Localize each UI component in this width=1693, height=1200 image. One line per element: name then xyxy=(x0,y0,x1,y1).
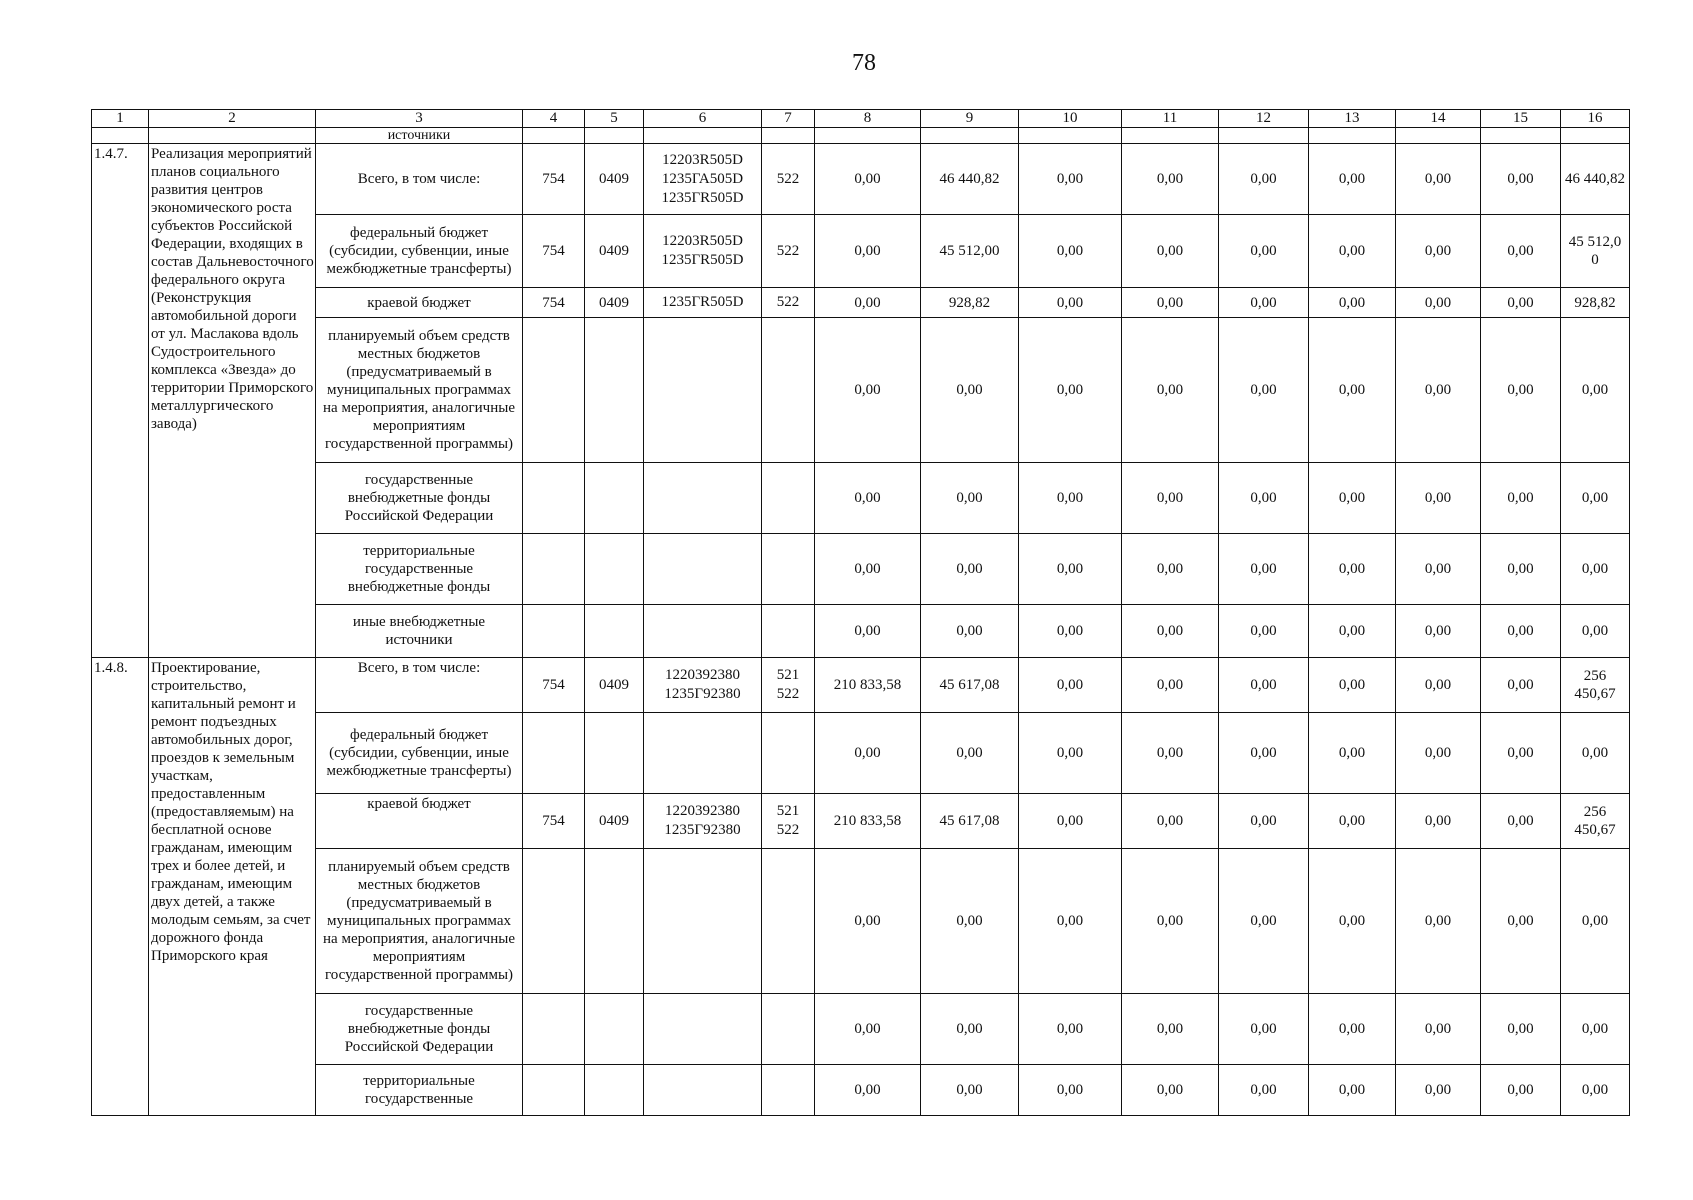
amount-cell-col-14: 0,00 xyxy=(1396,463,1481,534)
source-cell: государственные внебюджетные фонды Российской Федерации xyxy=(316,463,523,534)
budget-table xyxy=(91,109,1630,1116)
table-row xyxy=(92,534,1630,605)
amount-cell-col-13: 0,00 xyxy=(1309,794,1396,849)
amount-cell-col-9: 928,82 xyxy=(921,288,1019,318)
amount-cell-col-8: 0,00 xyxy=(815,713,921,794)
amount-cell-col-12: 0,00 xyxy=(1219,144,1309,215)
ministry-code-cell xyxy=(523,994,585,1065)
empty-cell xyxy=(585,128,644,144)
ministry-code-cell xyxy=(523,849,585,994)
target-code-cell: 12203R505D 1235ГА505D 1235ГR505D xyxy=(644,144,762,215)
amount-cell-col-15: 0,00 xyxy=(1481,288,1561,318)
amount-cell-col-9: 0,00 xyxy=(921,849,1019,994)
table-row xyxy=(92,1065,1630,1116)
amount-cell-col-14: 0,00 xyxy=(1396,658,1481,713)
amount-cell-col-12: 0,00 xyxy=(1219,713,1309,794)
target-code-cell: 1220392380 1235Г92380 xyxy=(644,794,762,849)
amount-cell-col-9: 0,00 xyxy=(921,534,1019,605)
section-code-cell: 0409 xyxy=(585,794,644,849)
amount-cell-col-14: 0,00 xyxy=(1396,605,1481,658)
amount-cell-col-14: 0,00 xyxy=(1396,144,1481,215)
header-cell: 10 xyxy=(1019,110,1122,128)
amount-cell-col-12: 0,00 xyxy=(1219,463,1309,534)
ministry-code-cell: 754 xyxy=(523,215,585,288)
header-cell: 4 xyxy=(523,110,585,128)
amount-cell-col-16: 0,00 xyxy=(1561,534,1630,605)
amount-cell-col-13: 0,00 xyxy=(1309,318,1396,463)
table-row xyxy=(92,144,1630,215)
amount-cell-col-10: 0,00 xyxy=(1019,534,1122,605)
amount-cell-col-13: 0,00 xyxy=(1309,463,1396,534)
header-cell: 8 xyxy=(815,110,921,128)
section-code-cell xyxy=(585,1065,644,1116)
amount-cell-col-9: 45 512,00 xyxy=(921,215,1019,288)
empty-cell xyxy=(523,128,585,144)
empty-cell xyxy=(1122,128,1219,144)
amount-cell-col-11: 0,00 xyxy=(1122,605,1219,658)
amount-cell-col-8: 0,00 xyxy=(815,318,921,463)
expense-type-cell: 521 522 xyxy=(762,794,815,849)
amount-cell-col-12: 0,00 xyxy=(1219,215,1309,288)
amount-cell-col-10: 0,00 xyxy=(1019,463,1122,534)
amount-cell-col-13: 0,00 xyxy=(1309,658,1396,713)
header-cell: 1 xyxy=(92,110,149,128)
amount-cell-col-15: 0,00 xyxy=(1481,713,1561,794)
amount-cell-col-16: 45 512,0 0 xyxy=(1561,215,1630,288)
amount-cell-col-10: 0,00 xyxy=(1019,658,1122,713)
amount-cell-col-11: 0,00 xyxy=(1122,658,1219,713)
header-cell: 9 xyxy=(921,110,1019,128)
amount-cell-col-11: 0,00 xyxy=(1122,994,1219,1065)
ministry-code-cell: 754 xyxy=(523,288,585,318)
amount-cell-col-15: 0,00 xyxy=(1481,658,1561,713)
header-cell: 5 xyxy=(585,110,644,128)
amount-cell-col-16: 0,00 xyxy=(1561,1065,1630,1116)
source-cell: территориальные государственные xyxy=(316,1065,523,1116)
amount-cell-col-9: 0,00 xyxy=(921,713,1019,794)
target-code-cell xyxy=(644,1065,762,1116)
empty-cell xyxy=(1481,128,1561,144)
amount-cell-col-14: 0,00 xyxy=(1396,849,1481,994)
amount-cell-col-16: 0,00 xyxy=(1561,605,1630,658)
target-code-cell xyxy=(644,994,762,1065)
amount-cell-col-15: 0,00 xyxy=(1481,144,1561,215)
ministry-code-cell xyxy=(523,605,585,658)
amount-cell-col-12: 0,00 xyxy=(1219,318,1309,463)
source-cell: территориальные государственные внебюджетные фонды xyxy=(316,534,523,605)
header-cell: 12 xyxy=(1219,110,1309,128)
empty-cell xyxy=(149,128,316,144)
amount-cell-col-11: 0,00 xyxy=(1122,463,1219,534)
table-row xyxy=(92,215,1630,288)
amount-cell-col-14: 0,00 xyxy=(1396,994,1481,1065)
table-row xyxy=(92,994,1630,1065)
table-row xyxy=(92,849,1630,994)
amount-cell-col-16: 0,00 xyxy=(1561,994,1630,1065)
amount-cell-col-16: 928,82 xyxy=(1561,288,1630,318)
table-row xyxy=(92,288,1630,318)
amount-cell-col-15: 0,00 xyxy=(1481,605,1561,658)
header-cell: 11 xyxy=(1122,110,1219,128)
empty-cell xyxy=(1561,128,1630,144)
amount-cell-col-9: 45 617,08 xyxy=(921,658,1019,713)
target-code-cell xyxy=(644,318,762,463)
section-code-cell xyxy=(585,463,644,534)
expense-type-cell xyxy=(762,318,815,463)
amount-cell-col-8: 210 833,58 xyxy=(815,794,921,849)
source-cell: краевой бюджет xyxy=(316,288,523,318)
target-code-cell xyxy=(644,463,762,534)
section-code-cell: 0409 xyxy=(585,288,644,318)
amount-cell-col-13: 0,00 xyxy=(1309,534,1396,605)
ministry-code-cell xyxy=(523,713,585,794)
amount-cell-col-15: 0,00 xyxy=(1481,994,1561,1065)
table-row xyxy=(92,128,1630,144)
expense-type-cell xyxy=(762,534,815,605)
expense-type-cell: 522 xyxy=(762,288,815,318)
expense-type-cell xyxy=(762,1065,815,1116)
amount-cell-col-15: 0,00 xyxy=(1481,215,1561,288)
amount-cell-col-13: 0,00 xyxy=(1309,849,1396,994)
section-code-cell xyxy=(585,849,644,994)
target-code-cell xyxy=(644,713,762,794)
header-cell: 2 xyxy=(149,110,316,128)
amount-cell-col-13: 0,00 xyxy=(1309,994,1396,1065)
amount-cell-col-14: 0,00 xyxy=(1396,318,1481,463)
amount-cell-col-14: 0,00 xyxy=(1396,215,1481,288)
amount-cell-col-15: 0,00 xyxy=(1481,1065,1561,1116)
empty-cell xyxy=(92,128,149,144)
empty-cell xyxy=(921,128,1019,144)
header-cell: 14 xyxy=(1396,110,1481,128)
amount-cell-col-16: 0,00 xyxy=(1561,713,1630,794)
amount-cell-col-8: 0,00 xyxy=(815,144,921,215)
empty-cell xyxy=(815,128,921,144)
expense-type-cell xyxy=(762,713,815,794)
amount-cell-col-15: 0,00 xyxy=(1481,463,1561,534)
amount-cell-col-8: 0,00 xyxy=(815,1065,921,1116)
amount-cell-col-11: 0,00 xyxy=(1122,713,1219,794)
section-code-cell xyxy=(585,994,644,1065)
source-cell: иные внебюджетные источники xyxy=(316,605,523,658)
amount-cell-col-10: 0,00 xyxy=(1019,849,1122,994)
expense-type-cell: 522 xyxy=(762,215,815,288)
amount-cell-col-10: 0,00 xyxy=(1019,794,1122,849)
section-code-cell xyxy=(585,318,644,463)
amount-cell-col-10: 0,00 xyxy=(1019,994,1122,1065)
amount-cell-col-15: 0,00 xyxy=(1481,534,1561,605)
amount-cell-col-14: 0,00 xyxy=(1396,288,1481,318)
amount-cell-col-12: 0,00 xyxy=(1219,658,1309,713)
empty-cell xyxy=(644,128,762,144)
table-row xyxy=(92,794,1630,849)
item-1-4-7 xyxy=(92,144,1630,658)
amount-cell-col-13: 0,00 xyxy=(1309,215,1396,288)
amount-cell-col-10: 0,00 xyxy=(1019,144,1122,215)
expense-type-cell xyxy=(762,605,815,658)
amount-cell-col-15: 0,00 xyxy=(1481,849,1561,994)
section-code-cell: 0409 xyxy=(585,658,644,713)
amount-cell-col-10: 0,00 xyxy=(1019,1065,1122,1116)
amount-cell-col-11: 0,00 xyxy=(1122,794,1219,849)
amount-cell-col-16: 0,00 xyxy=(1561,318,1630,463)
amount-cell-col-14: 0,00 xyxy=(1396,794,1481,849)
target-code-cell: 1220392380 1235Г92380 xyxy=(644,658,762,713)
section-code-cell: 0409 xyxy=(585,215,644,288)
source-cell: краевой бюджет xyxy=(316,794,523,849)
amount-cell-col-12: 0,00 xyxy=(1219,288,1309,318)
amount-cell-col-16: 0,00 xyxy=(1561,463,1630,534)
amount-cell-col-12: 0,00 xyxy=(1219,1065,1309,1116)
header-cell: 16 xyxy=(1561,110,1630,128)
amount-cell-col-13: 0,00 xyxy=(1309,1065,1396,1116)
amount-cell-col-15: 0,00 xyxy=(1481,794,1561,849)
amount-cell-col-9: 46 440,82 xyxy=(921,144,1019,215)
amount-cell-col-12: 0,00 xyxy=(1219,605,1309,658)
item-number: 1.4.8. xyxy=(92,658,149,1116)
item-1-4-8 xyxy=(92,658,1630,1116)
amount-cell-col-12: 0,00 xyxy=(1219,849,1309,994)
source-cell: планируемый объем средств местных бюджетов (предусматриваемый в муниципальных программах на мероприятия, аналогичные мероприятиям государственной программы) xyxy=(316,849,523,994)
header-row xyxy=(92,110,1630,128)
expense-type-cell xyxy=(762,849,815,994)
amount-cell-col-11: 0,00 xyxy=(1122,849,1219,994)
table-row xyxy=(92,605,1630,658)
target-code-cell xyxy=(644,605,762,658)
ministry-code-cell xyxy=(523,463,585,534)
amount-cell-col-16: 46 440,82 xyxy=(1561,144,1630,215)
item-name: Проектирование, строительство, капитальный ремонт и ремонт подъездных автомобильных дорог, проездов к земельным участкам, предоставленным (предоставляемым) на бесплатной основе гражданам, имеющим трех и более детей, и гражданам, имеющим двух детей, а также молодым семьям, за счет дорожного фонда Приморского края xyxy=(149,658,316,1116)
amount-cell-col-9: 45 617,08 xyxy=(921,794,1019,849)
empty-cell xyxy=(1309,128,1396,144)
source-cell: Всего, в том числе: xyxy=(316,144,523,215)
amount-cell-col-10: 0,00 xyxy=(1019,318,1122,463)
table-row xyxy=(92,658,1630,713)
header-cell: 13 xyxy=(1309,110,1396,128)
amount-cell-col-12: 0,00 xyxy=(1219,794,1309,849)
section-code-cell: 0409 xyxy=(585,144,644,215)
amount-cell-col-8: 0,00 xyxy=(815,215,921,288)
amount-cell-col-14: 0,00 xyxy=(1396,534,1481,605)
amount-cell-col-8: 0,00 xyxy=(815,463,921,534)
target-code-cell: 1235ГR505D xyxy=(644,288,762,318)
empty-cell xyxy=(1019,128,1122,144)
target-code-cell xyxy=(644,534,762,605)
amount-cell-col-8: 210 833,58 xyxy=(815,658,921,713)
amount-cell-col-11: 0,00 xyxy=(1122,215,1219,288)
section-code-cell xyxy=(585,713,644,794)
source-cell: планируемый объем средств местных бюджетов (предусматриваемый в муниципальных программах на мероприятия, аналогичные мероприятиям государственной программы) xyxy=(316,318,523,463)
section-code-cell xyxy=(585,605,644,658)
ministry-code-cell xyxy=(523,1065,585,1116)
amount-cell-col-11: 0,00 xyxy=(1122,534,1219,605)
amount-cell-col-8: 0,00 xyxy=(815,288,921,318)
table-body xyxy=(92,110,1630,144)
amount-cell-col-10: 0,00 xyxy=(1019,713,1122,794)
amount-cell-col-11: 0,00 xyxy=(1122,1065,1219,1116)
amount-cell-col-10: 0,00 xyxy=(1019,215,1122,288)
amount-cell-col-10: 0,00 xyxy=(1019,288,1122,318)
amount-cell-col-9: 0,00 xyxy=(921,463,1019,534)
amount-cell-col-14: 0,00 xyxy=(1396,1065,1481,1116)
amount-cell-col-8: 0,00 xyxy=(815,994,921,1065)
header-cell: 7 xyxy=(762,110,815,128)
empty-cell xyxy=(1396,128,1481,144)
header-cell: 3 xyxy=(316,110,523,128)
amount-cell-col-15: 0,00 xyxy=(1481,318,1561,463)
amount-cell-col-11: 0,00 xyxy=(1122,144,1219,215)
item-number: 1.4.7. xyxy=(92,144,149,658)
ministry-code-cell: 754 xyxy=(523,794,585,849)
amount-cell-col-8: 0,00 xyxy=(815,605,921,658)
item-name: Реализация мероприятий планов социального развития центров экономического роста субъектов Российской Федерации, входящих в состав Дальневосточного федерального округа (Реконструкция автомобильной дороги от ул. Маслакова вдоль Судостроительного комплекса «Звезда» до территории Приморского металлургического завода) xyxy=(149,144,316,658)
ministry-code-cell: 754 xyxy=(523,144,585,215)
expense-type-cell: 521 522 xyxy=(762,658,815,713)
expense-type-cell xyxy=(762,994,815,1065)
target-code-cell xyxy=(644,849,762,994)
expense-type-cell: 522 xyxy=(762,144,815,215)
amount-cell-col-13: 0,00 xyxy=(1309,713,1396,794)
amount-cell-col-8: 0,00 xyxy=(815,534,921,605)
empty-cell xyxy=(1219,128,1309,144)
table-row xyxy=(92,318,1630,463)
page-number: 78 xyxy=(852,50,876,76)
header-cell: 6 xyxy=(644,110,762,128)
amount-cell-col-16: 256 450,67 xyxy=(1561,658,1630,713)
amount-cell-col-11: 0,00 xyxy=(1122,318,1219,463)
amount-cell-col-14: 0,00 xyxy=(1396,713,1481,794)
source-cell: Всего, в том числе: xyxy=(316,658,523,713)
amount-cell-col-13: 0,00 xyxy=(1309,605,1396,658)
ministry-code-cell xyxy=(523,318,585,463)
empty-cell xyxy=(762,128,815,144)
table-row xyxy=(92,713,1630,794)
expense-type-cell xyxy=(762,463,815,534)
table-row xyxy=(92,463,1630,534)
amount-cell-col-12: 0,00 xyxy=(1219,534,1309,605)
ministry-code-cell: 754 xyxy=(523,658,585,713)
ministry-code-cell xyxy=(523,534,585,605)
amount-cell-col-9: 0,00 xyxy=(921,994,1019,1065)
source-cell: источники xyxy=(316,128,523,144)
target-code-cell: 12203R505D 1235ГR505D xyxy=(644,215,762,288)
amount-cell-col-13: 0,00 xyxy=(1309,288,1396,318)
source-cell: федеральный бюджет (субсидии, субвенции, иные межбюджетные трансферты) xyxy=(316,713,523,794)
amount-cell-col-16: 256 450,67 xyxy=(1561,794,1630,849)
source-cell: государственные внебюджетные фонды Российской Федерации xyxy=(316,994,523,1065)
source-cell: федеральный бюджет (субсидии, субвенции, иные межбюджетные трансферты) xyxy=(316,215,523,288)
amount-cell-col-9: 0,00 xyxy=(921,1065,1019,1116)
amount-cell-col-12: 0,00 xyxy=(1219,994,1309,1065)
amount-cell-col-9: 0,00 xyxy=(921,605,1019,658)
amount-cell-col-16: 0,00 xyxy=(1561,849,1630,994)
header-cell: 15 xyxy=(1481,110,1561,128)
section-code-cell xyxy=(585,534,644,605)
amount-cell-col-9: 0,00 xyxy=(921,318,1019,463)
amount-cell-col-13: 0,00 xyxy=(1309,144,1396,215)
amount-cell-col-8: 0,00 xyxy=(815,849,921,994)
amount-cell-col-10: 0,00 xyxy=(1019,605,1122,658)
amount-cell-col-11: 0,00 xyxy=(1122,288,1219,318)
